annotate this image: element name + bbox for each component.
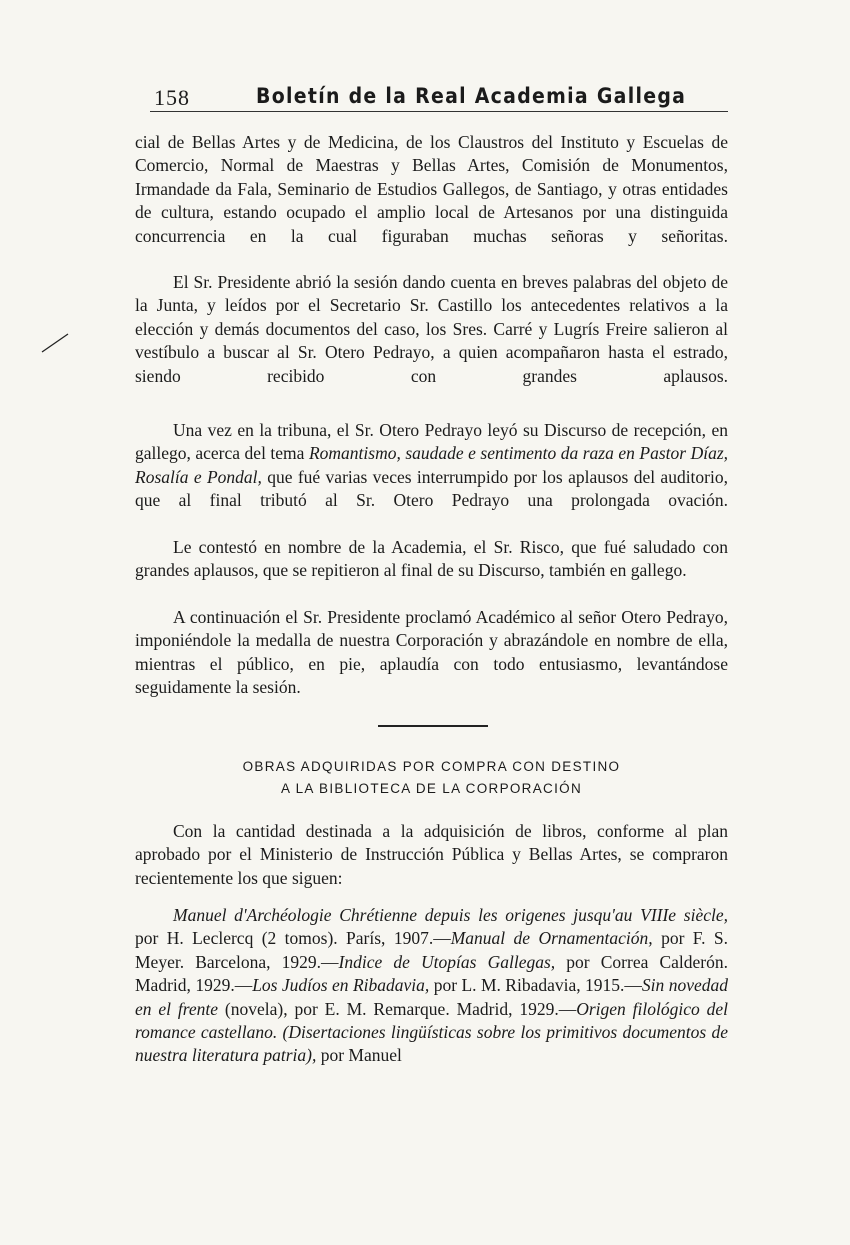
book-list (135, 904, 728, 1068)
discourse-text-a: Una vez en la tribuna, el Sr. Otero Pedrayo leyó su Discurso de recepción, en gallego, acerca del tema (135, 420, 728, 464)
book-details: por F. S. Meyer. Barcelona, 1929.— (135, 928, 728, 972)
section-title-line-1: OBRAS ADQUIRIDAS POR COMPRA CON DESTINO (242, 759, 621, 774)
header-rule (150, 111, 728, 112)
book-title: Origen filológico del romance castellano. (Disertaciones lingüísticas sobre los primitivos documentos de nuestra literatura patria), (135, 998, 728, 1066)
book-details: por Manuel (316, 1045, 402, 1066)
margin-pencil-mark (40, 332, 70, 356)
book-details: por L. M. Ribadavia, 1915.— (429, 975, 642, 996)
paragraph-attendees: cial de Bellas Artes y de Medicina, de los Claustros del Instituto y Escuelas de Comercio, Normal de Maestras y Bellas Artes, Comisión de Monumentos, Irmandade da Fala, Seminario de Estudios Gallegos, de Santiago, y otras entidades de cultura, estando ocupado el amplio local de Artesanos por una distinguida concurrencia en la cual figuraban muchas señoras y señoritas. (135, 132, 728, 246)
paragraph-session-opening: El Sr. Presidente abrió la sesión dando cuenta en breves palabras del objeto de la Junta, y leídos por el Secretario Sr. Castillo los antecedentes relativos a la elección y demás documentos del caso, los Sres. Carré y Lugrís Freire salieron al vestíbulo a buscar al Sr. Otero Pedrayo, a quien acompañaron hasta el estrado, siendo recibido con grandes aplausos. (135, 272, 728, 386)
book-details: por Correa Calderón. Madrid, 1929.— (135, 951, 729, 996)
section-separator (378, 725, 488, 727)
paragraph-discourse (135, 419, 728, 513)
section-title-line-2: A LA BIBLIOTECA DE LA CORPORACIÓN (281, 781, 582, 796)
paragraph-reply: Le contestó en nombre de la Academia, el Sr. Risco, que fué saludado con grandes aplausos, que se repitieron al final de su Discurso, también en gallego. (135, 537, 728, 581)
book-title: Manuel d'Archéologie Chrétienne depuis les origenes jusqu'au VIIIe siècle, (173, 905, 728, 925)
discourse-title: Romantismo, saudade e sentimento da raza en Pastor Díaz, Rosalía e Pondal, (135, 443, 728, 487)
book-title: Los Judíos en Ribadavia, (252, 975, 430, 996)
discourse-text-b: que fué varias veces interrumpido por los aplausos del auditorio, que al final tributó al Sr. Otero Pedrayo una prolongada ovación. (135, 466, 728, 511)
running-title: Boletín de la Real Academia Gallega (256, 84, 687, 108)
page-number: 158 (154, 85, 190, 110)
book-title: Manual de Ornamentación, (450, 928, 653, 949)
book-details: por H. Leclercq (2 tomos). París, 1907.— (135, 928, 451, 949)
book-title: Indice de Utopías Gallegas, (338, 951, 556, 972)
paragraph-proclamation: A continuación el Sr. Presidente proclamó Académico al señor Otero Pedrayo, imponiéndole la medalla de nuestra Corporación y abrazándole en nombre de ella, mientras el público, en pie, aplaudía con todo entusiasmo, levantándose seguidamente la sesión. (135, 607, 728, 698)
paragraph-acquisitions-intro: Con la cantidad destinada a la adquisición de libros, conforme al plan aprobado por el Ministerio de Instrucción Pública y Bellas Artes, se compraron recientemente los que siguen: (135, 821, 728, 888)
page-header (150, 80, 728, 114)
book-details: (novela), por E. M. Remarque. Madrid, 1929.— (218, 998, 577, 1019)
book-title: Sin novedad en el frente (135, 975, 728, 1019)
